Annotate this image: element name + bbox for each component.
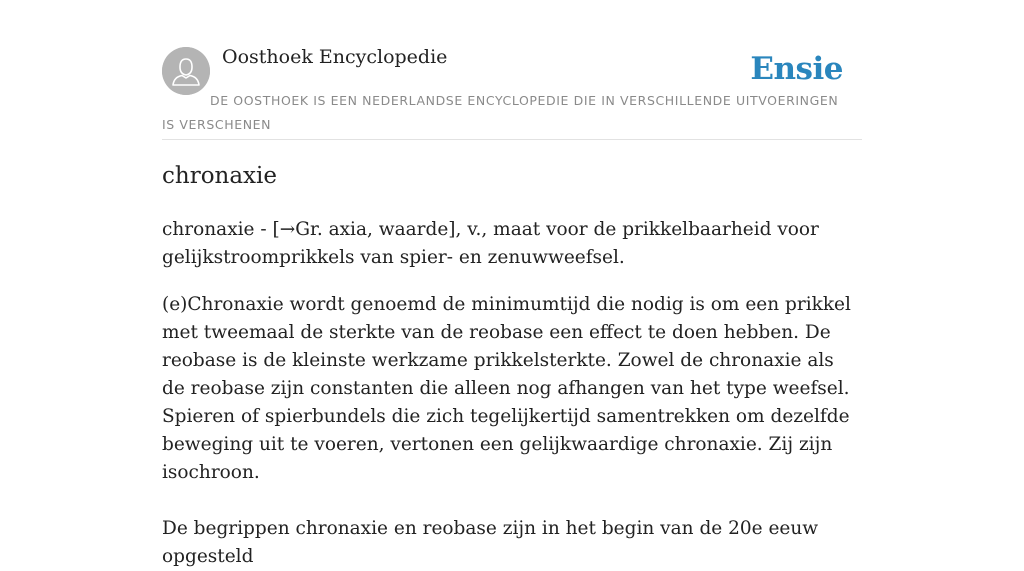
source-name-link[interactable]: Oosthoek Encyclopedie xyxy=(222,46,448,68)
article-paragraph: De begrippen chronaxie en reobase zijn in het begin van de 20e eeuw opgesteld xyxy=(162,518,819,567)
article-paragraph: (e)Chronaxie wordt genoemd de minimumtijd die nodig is om een prikkel met tweemaal de sterkte van de reobase een effect te doen hebben. De reobase is de kleinste werkzame prikkelsterkte. Zowel de chronaxie als de reobase zijn constanten die alleen nog afhangen van het type weefsel. Spieren of spierbundels die zich tegelijkertijd samentrekken om dezelfde beweging uit te voeren, vertonen een gelijkwaardige chronaxie. Zij zijn isochroon. xyxy=(162,294,851,483)
source-header xyxy=(162,0,862,140)
article-paragraph: chronaxie - [→Gr. axia, waarde], v., maat voor de prikkelbaarheid voor gelijkstroomprikkels van spier- en zenuwweefsel. xyxy=(162,219,819,268)
article-content xyxy=(162,216,862,571)
source-description: DE OOSTHOEK IS EEN NEDERLANDSE ENCYCLOPEDIE DIE IN VERSCHILLENDE UITVOERINGEN IS VERSCHENEN xyxy=(162,93,839,132)
ensie-logo[interactable]: Ensie xyxy=(750,51,843,87)
user-avatar-icon[interactable] xyxy=(162,47,210,95)
article-title: chronaxie xyxy=(162,163,277,189)
page xyxy=(162,0,862,567)
